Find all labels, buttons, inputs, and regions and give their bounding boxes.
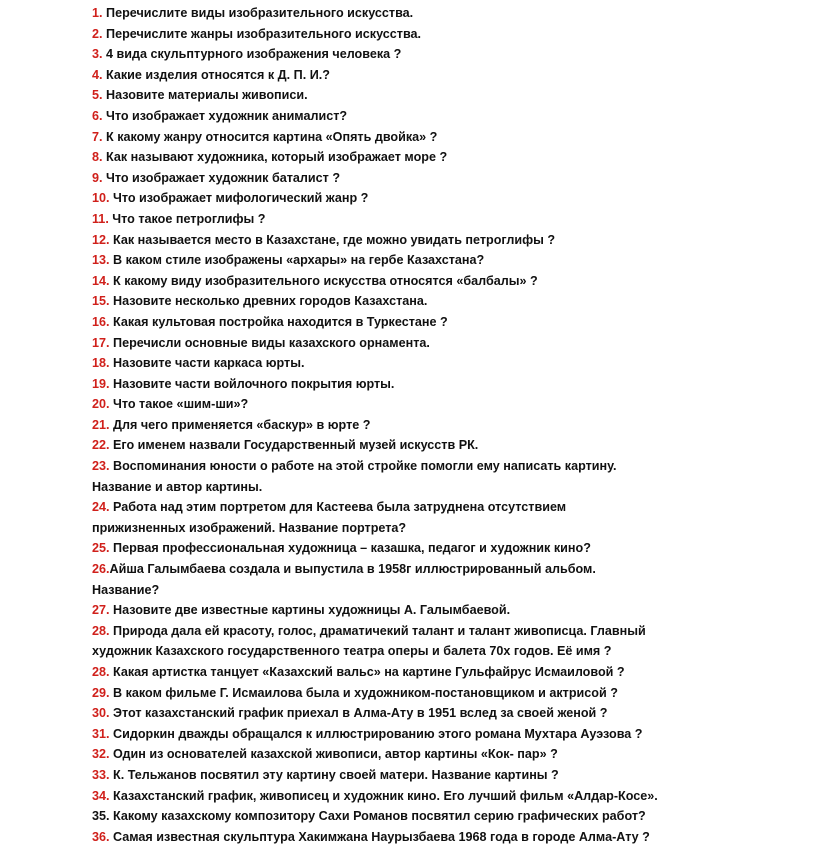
question-item: [92, 24, 792, 45]
question-number: 28.: [92, 623, 110, 638]
question-number: 28.: [92, 665, 110, 679]
question-number: 8.: [92, 150, 103, 165]
question-number: 19.: [92, 376, 110, 391]
question-number: 25.: [92, 541, 110, 556]
question-text: Что такое «шим-ши»?: [109, 397, 249, 412]
question-item: [92, 65, 792, 86]
question-number: 33.: [92, 767, 110, 782]
question-item: [92, 621, 792, 662]
question-item: [92, 230, 792, 251]
question-number: 13.: [92, 253, 110, 268]
question-number: 17.: [92, 335, 110, 350]
question-text: Какая артистка танцует «Казахский вальс» на картине Гульфайрус Исмаиловой ?: [109, 665, 625, 679]
question-number: 23.: [92, 459, 110, 474]
question-number: 20.: [92, 397, 110, 412]
question-text: В каком стиле изображены «архары» на гербе Казахстана?: [109, 253, 485, 268]
question-text: Этот казахстанский график приехал в Алма-Ату в 1951 вслед за своей женой ?: [109, 706, 608, 721]
question-text: Назовите части войлочного покрытия юрты.: [109, 376, 395, 391]
question-text: Сидоркин дважды обращался к иллюстрированию этого романа Мухтара Ауэзова ?: [109, 726, 643, 741]
question-number: 7.: [92, 129, 103, 144]
question-text: Первая профессиональная художница – казашка, педагог и художник кино?: [109, 541, 591, 556]
question-item: [92, 85, 792, 106]
question-number: 22.: [92, 438, 110, 453]
question-item: [92, 662, 792, 683]
question-item: [92, 209, 792, 230]
question-item: [92, 538, 792, 559]
question-item: [92, 271, 792, 292]
question-text-continuation: прижизненных изображений. Название портрета?: [92, 520, 407, 535]
question-text: Айша Галымбаева создала и выпустила в 1958г иллюстрированный альбом.: [109, 562, 596, 577]
question-text: Какие изделия относятся к Д. П. И.?: [102, 67, 330, 82]
question-item: [92, 415, 792, 436]
question-number: 16.: [92, 314, 110, 329]
question-text-continuation: Название?: [92, 582, 160, 597]
question-number: 35.: [92, 809, 110, 824]
question-item: [92, 765, 792, 786]
question-item: [92, 44, 792, 65]
question-number: 26.: [92, 562, 110, 577]
question-text-continuation: Название и автор картины.: [92, 479, 263, 494]
question-number: 5.: [92, 88, 103, 103]
question-text: Какая культовая постройка находится в Туркестане ?: [109, 314, 448, 329]
question-text: Какому казахскому композитору Сахи Романов посвятил серию графических работ?: [109, 809, 646, 824]
question-text: Перечислите жанры изобразительного искусства.: [102, 26, 422, 41]
question-item: [92, 827, 792, 847]
question-text: Перечислите виды изобразительного искусства.: [102, 6, 414, 20]
question-item: [92, 703, 792, 724]
question-number: 2.: [92, 26, 103, 41]
question-number: 21.: [92, 417, 110, 432]
question-text: К. Тельжанов посвятил эту картину своей матери. Название картины ?: [109, 767, 559, 782]
question-number: 29.: [92, 685, 110, 700]
question-number: 31.: [92, 726, 110, 741]
question-number: 1.: [92, 6, 103, 20]
question-item: [92, 353, 792, 374]
question-text: Как называется место в Казахстане, где можно увидать петроглифы ?: [109, 232, 556, 247]
question-text: Назовите материалы живописи.: [102, 88, 308, 103]
question-number: 30.: [92, 706, 110, 721]
question-item: [92, 106, 792, 127]
question-text: Казахстанский график, живописец и художник кино. Его лучший фильм «Алдар-Косе».: [109, 788, 658, 803]
question-item: [92, 250, 792, 271]
question-number: 36.: [92, 829, 110, 844]
question-item: [92, 456, 792, 497]
question-number: 15.: [92, 294, 110, 309]
question-item: [92, 168, 792, 189]
question-item: [92, 394, 792, 415]
question-text: Воспоминания юности о работе на этой стройке помогли ему написать картину.: [109, 459, 617, 474]
question-text: К какому жанру относится картина «Опять двойка» ?: [102, 129, 438, 144]
question-item: [92, 312, 792, 333]
question-item: [92, 600, 792, 621]
question-item: [92, 559, 792, 600]
question-text-continuation: художник Казахского государственного театра оперы и балета 70х годов. Её имя ?: [92, 644, 612, 659]
question-item: [92, 435, 792, 456]
question-text: Что изображает художник баталист ?: [102, 170, 341, 185]
question-text: 4 вида скульптурного изображения человека ?: [102, 47, 402, 62]
question-text: Как называют художника, который изображает море ?: [102, 150, 448, 165]
question-text: К какому виду изобразительного искусства относятся «балбалы» ?: [109, 273, 538, 288]
question-number: 10.: [92, 191, 110, 206]
question-text: Природа дала ей красоту, голос, драматичекий талант и талант живописца. Главный: [109, 623, 646, 638]
question-number: 3.: [92, 47, 103, 62]
question-number: 24.: [92, 500, 110, 515]
question-number: 18.: [92, 356, 110, 371]
question-number: 4.: [92, 67, 103, 82]
question-number: 32.: [92, 747, 110, 762]
question-text: Один из основателей казахской живописи, автор картины «Кок- пар» ?: [109, 747, 558, 762]
question-item: [92, 188, 792, 209]
question-item: [92, 724, 792, 745]
question-text: Назовите две известные картины художницы А. Галымбаевой.: [109, 603, 511, 618]
question-number: 34.: [92, 788, 110, 803]
question-item: [92, 683, 792, 704]
question-text: Что такое петроглифы ?: [108, 211, 266, 226]
question-text: Что изображает художник анималист?: [102, 108, 348, 123]
question-text: Его именем назвали Государственный музей искусств РК.: [109, 438, 479, 453]
question-item: [92, 3, 792, 24]
question-item: [92, 744, 792, 765]
question-text: Для чего применяется «баскур» в юрте ?: [109, 417, 371, 432]
question-text: Что изображает мифологический жанр ?: [109, 191, 369, 206]
question-item: [92, 497, 792, 538]
question-list: [92, 3, 792, 847]
question-text: В каком фильме Г. Исмаилова была и художником-постановщиком и актрисой ?: [109, 685, 618, 700]
question-item: [92, 374, 792, 395]
question-number: 6.: [92, 108, 103, 123]
question-text: Назовите несколько древних городов Казахстана.: [109, 294, 428, 309]
question-number: 12.: [92, 232, 110, 247]
question-text: Назовите части каркаса юрты.: [109, 356, 305, 371]
question-item: [92, 786, 792, 807]
question-text: Перечисли основные виды казахского орнамента.: [109, 335, 430, 350]
question-item: [92, 147, 792, 168]
question-number: 11.: [92, 211, 109, 226]
question-item: [92, 127, 792, 148]
question-item: [92, 291, 792, 312]
question-number: 9.: [92, 170, 103, 185]
question-text: Самая известная скульптура Хакимжана Наурызбаева 1968 года в городе Алма-Ату ?: [109, 829, 650, 844]
question-text: Работа над этим портретом для Кастеева была затруднена отсутствием: [109, 500, 567, 515]
question-number: 14.: [92, 273, 110, 288]
question-item: [92, 333, 792, 354]
question-number: 27.: [92, 603, 110, 618]
question-item: [92, 806, 792, 827]
